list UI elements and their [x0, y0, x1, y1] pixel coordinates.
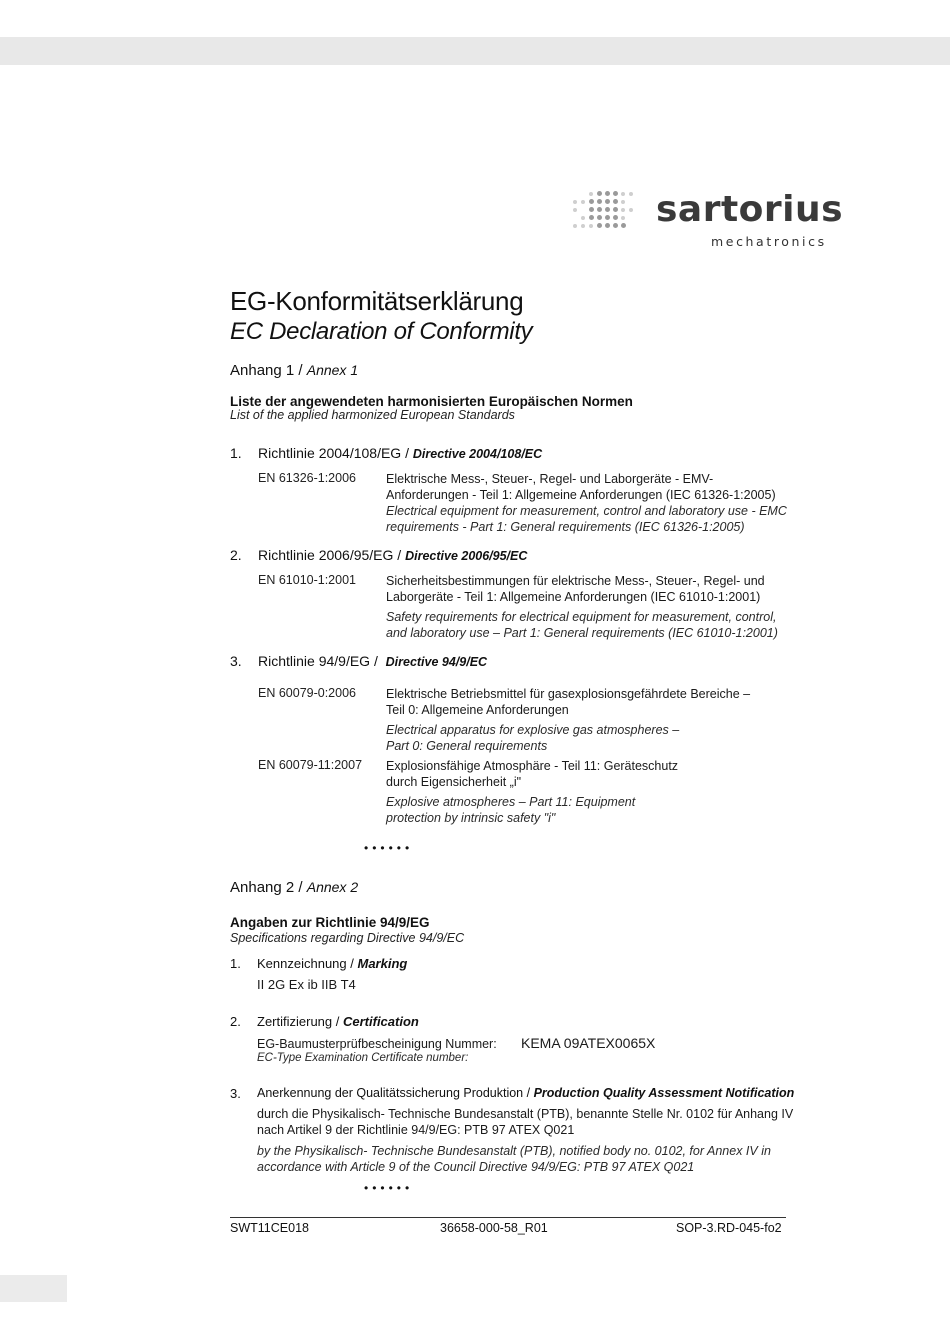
annex2-label: Anhang 2 / Annex 2 [230, 879, 359, 896]
annex1-heading-de: Liste der angewendeten harmonisierten Europäischen Normen [230, 394, 633, 409]
certificate-label-en: EC-Type Examination Certificate number: [257, 1052, 469, 1064]
item-number: 2. [230, 1014, 241, 1029]
directive-title: Richtlinie 2004/108/EG / Directive 2004/108/EC [258, 445, 543, 461]
standard-code: EN 60079-11:2007 [258, 758, 363, 772]
logo-wordmark: sartorius [656, 189, 844, 230]
directive-number: 2. [230, 547, 242, 563]
item-title: Kennzeichnung / Marking [257, 956, 408, 971]
standard-code: EN 61326-1:2006 [258, 471, 356, 485]
document-title-de: EG-Konformitätserklärung [230, 286, 524, 316]
section-separator: •••••• [364, 841, 414, 855]
section-separator: •••••• [364, 1181, 414, 1195]
standard-code: EN 61010-1:2001 [258, 573, 356, 587]
footer-left-code: SWT11CE018 [230, 1221, 309, 1235]
footer-rule [230, 1217, 786, 1218]
item-title: Zertifizierung / Certification [257, 1014, 419, 1029]
directive-title: Richtlinie 94/9/EG / Directive 94/9/EC [258, 653, 488, 669]
qa-text-en-line2: accordance with Article 9 of the Council Directive 94/9/EG: PTB 97 ATEX Q021 [257, 1160, 695, 1174]
directive-title: Richtlinie 2006/95/EG / Directive 2006/95/EC [258, 547, 528, 563]
certificate-label-de: EG-Baumusterprüfbescheinigung Nummer: [257, 1037, 497, 1051]
logo-subtitle: mechatronics [711, 234, 827, 249]
qa-text-de-line1: durch die Physikalisch- Technische Bundesanstalt (PTB), benannte Stelle Nr. 0102 für Anhang IV [257, 1107, 794, 1121]
standard-desc-en: Electrical apparatus for explosive gas atmospheres – Part 0: General requirements [386, 723, 680, 753]
standard-desc-en: Safety requirements for electrical equipment for measurement, control, and laboratory use – Part 1: General requirements (IEC 61010-1:2001) [386, 610, 778, 640]
item-number: 1. [230, 956, 241, 971]
standard-desc-de: Explosionsfähige Atmosphäre - Teil 11: Geräteschutz durch Eigensicherheit „i" [386, 759, 679, 789]
directive-number: 3. [230, 653, 242, 669]
annex2-heading-de: Angaben zur Richtlinie 94/9/EG [230, 915, 430, 930]
standard-code: EN 60079-0:2006 [258, 686, 356, 700]
qa-text-de-line2: nach Artikel 9 der Richtlinie 94/9/EG: PTB 97 ATEX Q021 [257, 1123, 575, 1137]
standard-desc-en: Electrical equipment for measurement, control and laboratory use - EMC requirements - Part 1: General requirements (IEC 61326-1:2005) [386, 504, 787, 534]
standard-desc-en: Explosive atmospheres – Part 11: Equipment protection by intrinsic safety "i" [386, 795, 636, 825]
annex1-label: Anhang 1 / Annex 1 [230, 362, 359, 379]
document-title-en: EC Declaration of Conformity [230, 318, 533, 345]
standard-desc-de: Sicherheitsbestimmungen für elektrische Mess-, Steuer-, Regel- und Laborgeräte - Teil 1: Allgemeine Anforderungen (IEC 61010-1:2001) [386, 574, 765, 604]
marking-value: II 2G Ex ib IIB T4 [257, 977, 356, 992]
annex2-heading-en: Specifications regarding Directive 94/9/EC [230, 931, 465, 945]
standard-desc-de: Elektrische Betriebsmittel für gasexplosionsgefährdete Bereiche – Teil 0: Allgemeine Anforderungen [386, 687, 751, 717]
item-title: Anerkennung der Qualitätssicherung Produktion / Production Quality Assessment Notification [257, 1086, 795, 1100]
standard-desc-de: Elektrische Mess-, Steuer-, Regel- und Laborgeräte - EMV-Anforderungen - Teil 1: Allgemeine Anforderungen (IEC 61326-1:2005) [386, 472, 776, 502]
footer-center-code: 36658-000-58_R01 [440, 1221, 548, 1235]
logo-dot-grid-icon [570, 190, 636, 240]
item-number: 3. [230, 1086, 241, 1101]
annex1-heading-en: List of the applied harmonized European Standards [230, 408, 515, 422]
footer-right-code: SOP-3.RD-045-fo2 [676, 1221, 782, 1235]
sartorius-logo [570, 188, 844, 252]
directive-number: 1. [230, 445, 242, 461]
certificate-number: KEMA 09ATEX0065X [521, 1035, 656, 1051]
qa-text-en-line1: by the Physikalisch- Technische Bundesanstalt (PTB), notified body no. 0102, for Annex IV in [257, 1144, 771, 1158]
